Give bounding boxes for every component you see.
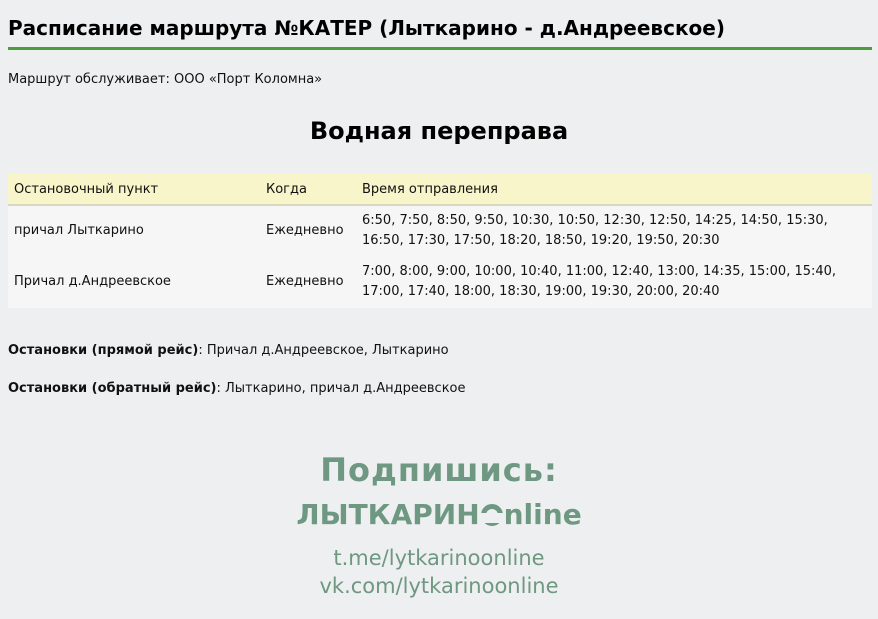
subscribe-banner	[0, 448, 878, 600]
stops-forward-value: : Причал д.Андреевское, Лыткарино	[198, 343, 449, 358]
stops-backward-value: : Лыткарино, причал д.Андреевское	[216, 381, 466, 396]
table-row	[8, 256, 872, 308]
brand-logo	[0, 496, 878, 534]
stops-backward-label: Остановки (обратный рейс)	[8, 381, 217, 396]
brand-ring-icon	[481, 504, 503, 526]
column-header-when: Когда	[260, 174, 356, 205]
subscribe-heading: Подпишись:	[320, 451, 558, 489]
schedule-table	[8, 174, 872, 308]
cell-stop: Причал д.Андреевское	[8, 256, 260, 308]
column-header-times: Время отправления	[356, 174, 872, 205]
column-header-stop: Остановочный пункт	[8, 174, 260, 205]
brand-suffix: nline	[503, 498, 582, 531]
table-row	[8, 205, 872, 256]
table-header-row	[8, 174, 872, 205]
telegram-link[interactable]: t.me/lytkarinoonline	[333, 546, 545, 570]
cell-times: 6:50, 7:50, 8:50, 9:50, 10:30, 10:50, 12:30, 12:50, 14:25, 14:50, 15:30, 16:50, 17:30, 17:50, 18:20, 18:50, 19:20, 19:50, 20:30	[356, 205, 872, 256]
cell-when: Ежедневно	[260, 256, 356, 308]
brand-name: ЛЫТКАРИН	[296, 498, 480, 531]
page-title: Расписание маршрута №КАТЕР (Лыткарино - д.Андреевское)	[8, 16, 725, 40]
stops-backward	[8, 380, 466, 398]
route-operator	[8, 71, 322, 89]
vk-link[interactable]: vk.com/lytkarinoonline	[319, 574, 559, 598]
page-header	[8, 14, 872, 50]
cell-when: Ежедневно	[260, 205, 356, 256]
operator-label: Маршрут обслуживает:	[8, 72, 170, 87]
social-links	[0, 544, 878, 600]
cell-times: 7:00, 8:00, 9:00, 10:00, 10:40, 11:00, 12:40, 13:00, 14:35, 15:00, 15:40, 17:00, 17:40, 18:00, 18:30, 19:00, 19:30, 20:00, 20:40	[356, 256, 872, 308]
cell-stop: причал Лыткарино	[8, 205, 260, 256]
operator-name: ООО «Порт Коломна»	[173, 72, 323, 87]
stops-forward	[8, 342, 449, 360]
section-title: Водная переправа	[309, 117, 569, 145]
stops-forward-label: Остановки (прямой рейс)	[8, 343, 199, 358]
